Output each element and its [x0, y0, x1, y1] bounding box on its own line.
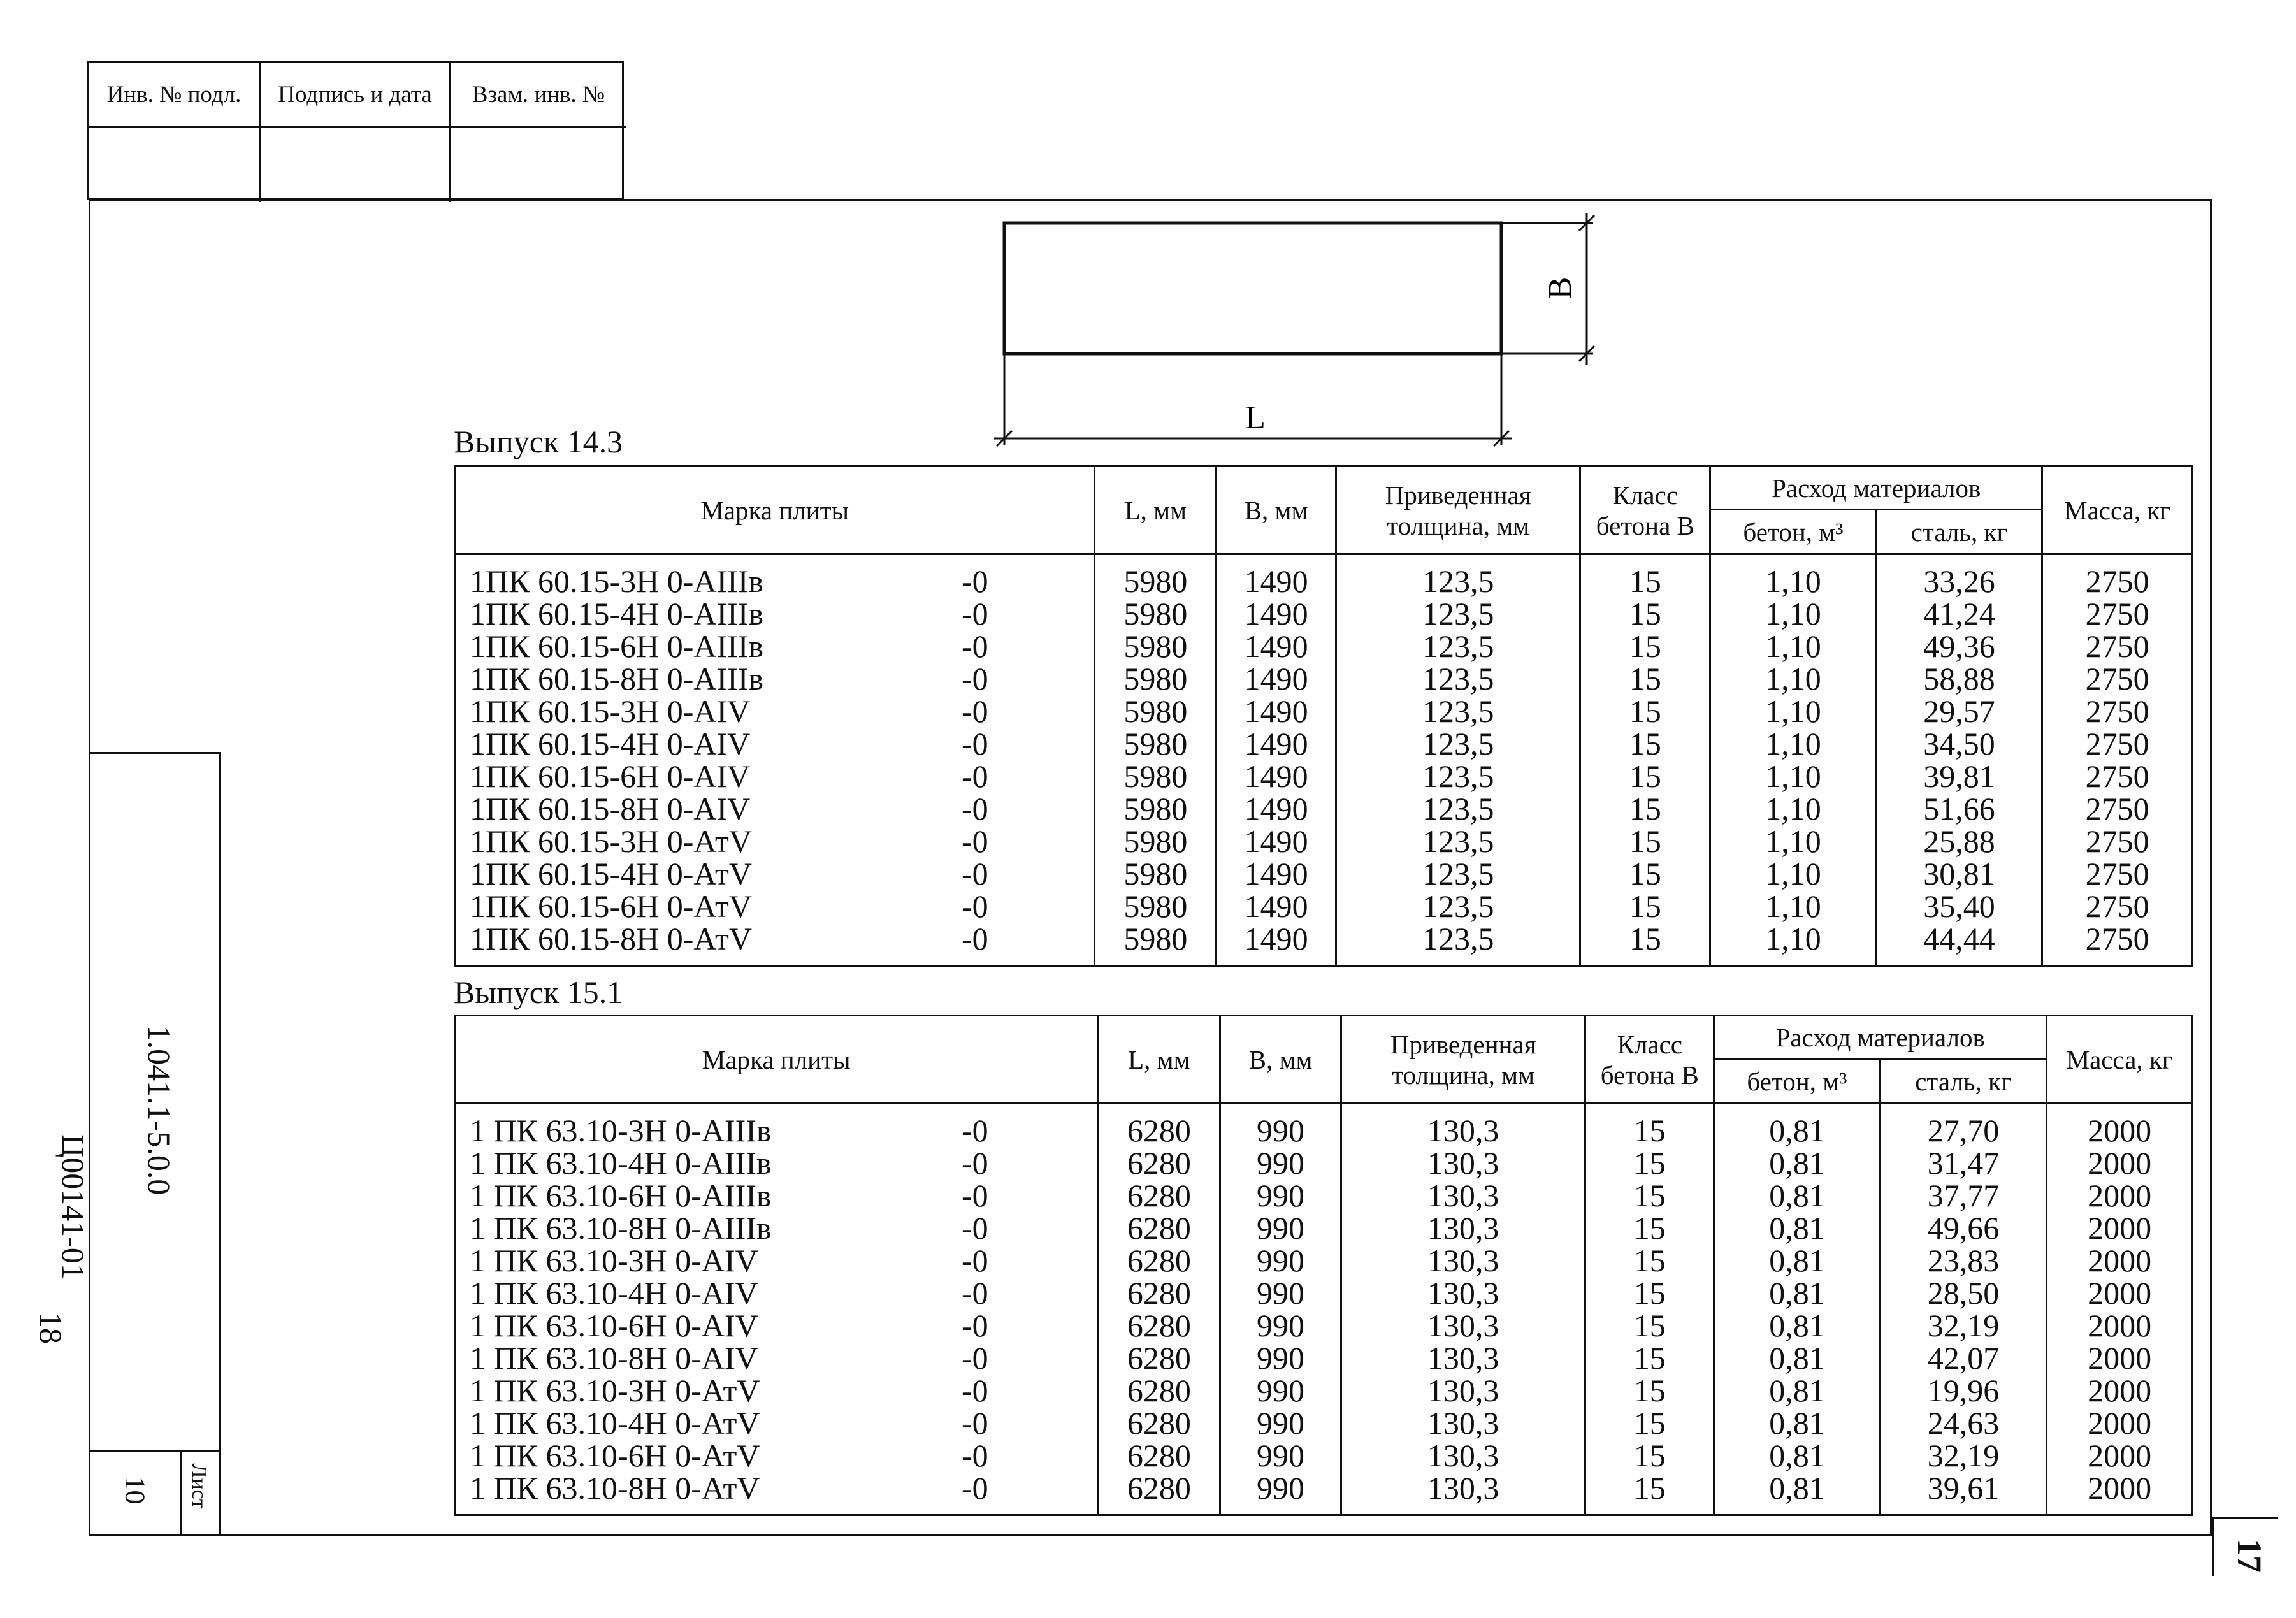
table-cell-mass: 2000 [2088, 1145, 2152, 1181]
table-row-mark [470, 1277, 1097, 1310]
table-cell-L: 6280 [1127, 1145, 1191, 1181]
slab-mark-suffix: -0 [962, 628, 988, 664]
slab-mark-suffix: -0 [962, 823, 988, 859]
table-cell-conc: 1,10 [1765, 628, 1821, 664]
slab-mark-suffix: -0 [962, 1308, 988, 1343]
doc-code: 1.041.1-5.0.0 [141, 1025, 177, 1195]
slab-mark: 1ПК 60.15-4Н 0-АIIIв [470, 596, 764, 632]
table-cell-mass: 2750 [2085, 693, 2149, 729]
table-cell-steel: 29,57 [1923, 693, 1995, 729]
table-cell-mass: 2000 [2088, 1438, 2152, 1473]
table-cell-mass: 2000 [2088, 1373, 2152, 1408]
stamp-cell-signature-date [261, 128, 451, 202]
table-cell-conc: 0,81 [1769, 1178, 1825, 1213]
table-cell-mass: 2750 [2085, 856, 2149, 892]
table-cell-mass: 2750 [2085, 661, 2149, 697]
table-cell-mass: 2750 [2085, 563, 2149, 599]
table-cell-t: 130,3 [1427, 1210, 1499, 1246]
table-cell-mass: 2750 [2085, 758, 2149, 794]
table-cell-mass: 2750 [2085, 888, 2149, 924]
slab-mark: 1 ПК 63.10-3Н 0-АIV [470, 1243, 758, 1278]
slab-mark-suffix: -0 [962, 1405, 988, 1441]
table-cell-cls: 15 [1633, 1145, 1666, 1181]
col-thickness-values [1341, 1104, 1585, 1515]
table-cell-steel: 39,61 [1927, 1470, 2000, 1506]
table-row-mark [470, 695, 1094, 728]
slab-mark-suffix: -0 [962, 1113, 988, 1148]
table-cell-cls: 15 [1629, 758, 1661, 794]
table-cell-conc: 0,81 [1769, 1145, 1825, 1181]
slab-mark-suffix: -0 [962, 693, 988, 729]
table-cell-conc: 1,10 [1765, 596, 1821, 632]
table-cell-t: 123,5 [1422, 563, 1494, 599]
table-cell-L: 6280 [1127, 1340, 1191, 1376]
page-number: 17 [2230, 1538, 2269, 1573]
approval-stamp [87, 61, 624, 200]
table-cell-B: 990 [1257, 1275, 1305, 1311]
table-cell-cls: 15 [1629, 791, 1661, 827]
slab-mark-suffix: -0 [962, 563, 988, 599]
table-cell-steel: 42,07 [1927, 1340, 2000, 1376]
table-cell-L: 6280 [1127, 1373, 1191, 1408]
col-width-values [1217, 554, 1336, 966]
table-row-mark [470, 1245, 1097, 1277]
spec-table-15-1 [454, 1015, 2193, 1516]
table-cell-t: 123,5 [1422, 596, 1494, 632]
table-cell-cls: 15 [1633, 1373, 1666, 1408]
table-cell-B: 1490 [1244, 856, 1308, 892]
sheet-label: Лист [187, 1463, 211, 1509]
table-cell-conc: 0,81 [1769, 1340, 1825, 1376]
stamp-header-inv-original: Инв. № подл. [89, 63, 261, 128]
table-cell-mass: 2750 [2085, 726, 2149, 762]
table-cell-mass: 2000 [2088, 1210, 2152, 1246]
slab-mark-suffix: -0 [962, 791, 988, 827]
table-cell-mass: 2750 [2085, 628, 2149, 664]
table-cell-conc: 0,81 [1769, 1438, 1825, 1473]
section-title-15-1: Выпуск 15.1 [454, 974, 623, 1010]
slab-mark: 1ПК 60.15-6Н 0-АIV [470, 758, 751, 794]
table-cell-cls: 15 [1629, 628, 1661, 664]
col-width-header: B, мм [1217, 466, 1336, 554]
table-row-mark [470, 1180, 1097, 1212]
col-concrete-header: бетон, м³ [1710, 510, 1877, 554]
table-cell-t: 123,5 [1422, 888, 1494, 924]
table-cell-cls: 15 [1633, 1438, 1666, 1473]
slab-mark: 1ПК 60.15-6Н 0-АIIIв [470, 628, 764, 664]
table-cell-L: 5980 [1123, 791, 1188, 827]
col-concrete-class-header: Класс бетона B [1585, 1016, 1714, 1104]
col-thickness-header: Приведенная толщина, мм [1336, 466, 1580, 554]
col-length-header: L, мм [1095, 466, 1217, 554]
col-concrete-class-header: Класс бетона B [1580, 466, 1710, 554]
table-cell-L: 6280 [1127, 1243, 1191, 1278]
table-row-mark [470, 825, 1094, 858]
table-cell-conc: 0,81 [1769, 1373, 1825, 1408]
section-title-14-3: Выпуск 14.3 [454, 424, 623, 459]
table-cell-B: 1490 [1244, 628, 1308, 664]
table-cell-steel: 49,36 [1923, 628, 1995, 664]
table-cell-t: 123,5 [1422, 856, 1494, 892]
slab-mark-suffix: -0 [962, 596, 988, 632]
slab-mark: 1 ПК 63.10-4Н 0-АIV [470, 1275, 758, 1311]
col-consumption-header: Расход материалов [1710, 466, 2042, 510]
col-length-values [1095, 554, 1217, 966]
side-title-block [89, 752, 221, 1536]
table-cell-B: 1490 [1244, 791, 1308, 827]
table-cell-B: 990 [1257, 1470, 1305, 1506]
col-steel-values [1876, 554, 2042, 966]
table-cell-conc: 1,10 [1765, 661, 1821, 697]
table-cell-t: 123,5 [1422, 661, 1494, 697]
table-cell-L: 5980 [1123, 758, 1188, 794]
col-mass-values [2042, 554, 2193, 966]
col-steel-values [1880, 1104, 2047, 1515]
table-cell-t: 130,3 [1427, 1145, 1499, 1181]
table-cell-conc: 0,81 [1769, 1113, 1825, 1148]
table-cell-conc: 1,10 [1765, 856, 1821, 892]
slab-mark: 1 ПК 63.10-6Н 0-АтV [470, 1438, 760, 1473]
table-cell-cls: 15 [1629, 563, 1661, 599]
table-cell-steel: 35,40 [1923, 888, 1995, 924]
table-cell-B: 1490 [1244, 596, 1308, 632]
table-cell-mass: 2000 [2088, 1470, 2152, 1506]
table-cell-steel: 58,88 [1923, 661, 1995, 697]
table-row-mark [470, 663, 1094, 695]
table-cell-cls: 15 [1629, 888, 1661, 924]
table-cell-t: 130,3 [1427, 1178, 1499, 1213]
stamp-header-replacement-inv: Взам. инв. № [451, 63, 626, 128]
table-cell-t: 130,3 [1427, 1470, 1499, 1506]
table-cell-steel: 31,47 [1927, 1145, 2000, 1181]
col-mark-values [455, 1104, 1098, 1515]
table-cell-t: 130,3 [1427, 1373, 1499, 1408]
slab-mark: 1ПК 60.15-3Н 0-АIV [470, 693, 751, 729]
col-concrete-header: бетон, м³ [1714, 1059, 1881, 1104]
table-cell-t: 130,3 [1427, 1340, 1499, 1376]
col-mass-header: Масса, кг [2047, 1016, 2193, 1104]
table-cell-L: 6280 [1127, 1308, 1191, 1343]
table-cell-cls: 15 [1629, 596, 1661, 632]
table-cell-L: 5980 [1123, 888, 1188, 924]
table-cell-L: 5980 [1123, 726, 1188, 762]
table-cell-mass: 2000 [2088, 1275, 2152, 1311]
table-row-mark [470, 1375, 1097, 1407]
spec-table-14-3 [454, 465, 2193, 967]
table-cell-B: 1490 [1244, 823, 1308, 859]
table-row-mark [470, 760, 1094, 793]
table-cell-B: 990 [1257, 1438, 1305, 1473]
table-cell-t: 130,3 [1427, 1243, 1499, 1278]
table-cell-steel: 27,70 [1927, 1113, 2000, 1148]
table-cell-t: 123,5 [1422, 823, 1494, 859]
table-cell-mass: 2000 [2088, 1243, 2152, 1278]
dim-l-label: L [1245, 400, 1266, 436]
archive-code: Ц00141-01 [55, 1134, 91, 1280]
table-row-mark [470, 858, 1094, 890]
slab-mark-suffix: -0 [962, 1210, 988, 1246]
slab-outline [1004, 223, 1501, 354]
table-row-mark [470, 1310, 1097, 1342]
table-cell-cls: 15 [1629, 726, 1661, 762]
table-cell-conc: 1,10 [1765, 563, 1821, 599]
table-cell-steel: 34,50 [1923, 726, 1995, 762]
table-cell-t: 123,5 [1422, 758, 1494, 794]
slab-mark-suffix: -0 [962, 1373, 988, 1408]
table-cell-cls: 15 [1633, 1308, 1666, 1343]
slab-mark: 1ПК 60.15-8Н 0-АIV [470, 791, 751, 827]
table-cell-cls: 15 [1633, 1243, 1666, 1278]
slab-mark: 1ПК 60.15-8Н 0-АтV [470, 921, 752, 957]
table-cell-steel: 30,81 [1923, 856, 1995, 892]
table-cell-conc: 1,10 [1765, 693, 1821, 729]
table-cell-mass: 2750 [2085, 823, 2149, 859]
col-consumption-header: Расход материалов [1714, 1016, 2047, 1059]
col-concrete-class-values [1580, 554, 1710, 966]
table-cell-cls: 15 [1629, 661, 1661, 697]
stamp-cell-replacement-inv [451, 128, 626, 202]
slab-mark: 1 ПК 63.10-6Н 0-АIV [470, 1308, 758, 1343]
table-cell-steel: 39,81 [1923, 758, 1995, 794]
table-cell-conc: 1,10 [1765, 726, 1821, 762]
slab-mark: 1ПК 60.15-3Н 0-АтV [470, 823, 752, 859]
slab-mark: 1 ПК 63.10-3Н 0-АIIIв [470, 1113, 772, 1148]
slab-mark-suffix: -0 [962, 758, 988, 794]
table-cell-t: 130,3 [1427, 1113, 1499, 1148]
table-cell-mass: 2750 [2085, 791, 2149, 827]
slab-mark-suffix: -0 [962, 1340, 988, 1376]
table-cell-cls: 15 [1633, 1113, 1666, 1148]
slab-mark-suffix: -0 [962, 1275, 988, 1311]
table-cell-mass: 2000 [2088, 1113, 2152, 1148]
slab-mark-suffix: -0 [962, 1178, 988, 1213]
dim-b-label: B [1542, 277, 1578, 300]
table-cell-steel: 28,50 [1927, 1275, 2000, 1311]
table-row-mark [470, 1212, 1097, 1245]
col-thickness-values [1336, 554, 1580, 966]
table-cell-mass: 2000 [2088, 1405, 2152, 1441]
table-cell-L: 6280 [1127, 1438, 1191, 1473]
table-cell-steel: 41,24 [1923, 596, 1995, 632]
table-cell-L: 5980 [1123, 596, 1188, 632]
table-row-mark [470, 565, 1094, 598]
table-cell-B: 990 [1257, 1145, 1305, 1181]
table-cell-cls: 15 [1633, 1470, 1666, 1506]
table-cell-B: 990 [1257, 1340, 1305, 1376]
table-cell-L: 5980 [1123, 921, 1188, 957]
table-cell-conc: 0,81 [1769, 1275, 1825, 1311]
table-cell-conc: 0,81 [1769, 1243, 1825, 1278]
table-cell-L: 5980 [1123, 661, 1188, 697]
table-cell-B: 1490 [1244, 758, 1308, 794]
slab-mark: 1 ПК 63.10-6Н 0-АIIIв [470, 1178, 772, 1213]
table-cell-B: 990 [1257, 1373, 1305, 1408]
table-cell-B: 990 [1257, 1405, 1305, 1441]
slab-mark: 1ПК 60.15-4Н 0-АIV [470, 726, 751, 762]
table-cell-t: 130,3 [1427, 1438, 1499, 1473]
table-cell-mass: 2000 [2088, 1308, 2152, 1343]
table-cell-t: 123,5 [1422, 628, 1494, 664]
slab-mark: 1 ПК 63.10-4Н 0-АтV [470, 1405, 760, 1441]
table-row-mark [470, 1342, 1097, 1375]
slab-mark-suffix: -0 [962, 856, 988, 892]
table-cell-mass: 2000 [2088, 1340, 2152, 1376]
table-cell-mass: 2750 [2085, 921, 2149, 957]
slab-mark-suffix: -0 [962, 661, 988, 697]
table-cell-L: 5980 [1123, 856, 1188, 892]
slab-mark: 1ПК 60.15-4Н 0-АтV [470, 856, 752, 892]
slab-mark-suffix: -0 [962, 1438, 988, 1473]
col-width-values [1220, 1104, 1341, 1515]
table-row-mark [470, 630, 1094, 663]
col-length-header: L, мм [1098, 1016, 1220, 1104]
slab-mark: 1 ПК 63.10-8Н 0-АIIIв [470, 1210, 772, 1246]
table-row-mark [470, 1472, 1097, 1505]
slab-mark: 1 ПК 63.10-4Н 0-АIIIв [470, 1145, 772, 1181]
table-row-mark [470, 890, 1094, 923]
table-cell-B: 990 [1257, 1308, 1305, 1343]
col-mass-header: Масса, кг [2042, 466, 2193, 554]
table-cell-steel: 32,19 [1927, 1308, 2000, 1343]
table-cell-cls: 15 [1629, 823, 1661, 859]
table-cell-t: 123,5 [1422, 726, 1494, 762]
slab-mark-suffix: -0 [962, 888, 988, 924]
table-cell-cls: 15 [1633, 1178, 1666, 1213]
table-cell-t: 123,5 [1422, 791, 1494, 827]
table-cell-conc: 1,10 [1765, 921, 1821, 957]
table-row-mark [470, 728, 1094, 760]
table-cell-t: 123,5 [1422, 921, 1494, 957]
table-cell-steel: 51,66 [1923, 791, 1995, 827]
table-cell-B: 990 [1257, 1210, 1305, 1246]
side-divider-vertical [180, 1450, 182, 1534]
slab-mark: 1ПК 60.15-6Н 0-АтV [470, 888, 752, 924]
col-concrete-values [1710, 554, 1877, 966]
slab-mark-suffix: -0 [962, 726, 988, 762]
table-cell-steel: 44,44 [1923, 921, 1995, 957]
table-cell-conc: 0,81 [1769, 1405, 1825, 1441]
col-concrete-values [1714, 1104, 1881, 1515]
sheet-number: 10 [119, 1476, 151, 1505]
stamp-cell-inv-original [89, 128, 261, 202]
stamp-header-signature-date: Подпись и дата [261, 63, 451, 128]
table-cell-conc: 0,81 [1769, 1210, 1825, 1246]
table-cell-cls: 15 [1629, 921, 1661, 957]
table-cell-L: 6280 [1127, 1405, 1191, 1441]
slab-mark: 1 ПК 63.10-8Н 0-АIV [470, 1340, 758, 1376]
archive-number: 18 [33, 1312, 69, 1344]
table-cell-steel: 25,88 [1923, 823, 1995, 859]
table-cell-B: 1490 [1244, 563, 1308, 599]
table-cell-cls: 15 [1629, 693, 1661, 729]
table-cell-B: 990 [1257, 1243, 1305, 1278]
slab-mark-suffix: -0 [962, 921, 988, 957]
table-cell-cls: 15 [1633, 1210, 1666, 1246]
col-mass-values [2047, 1104, 2193, 1515]
table-row-mark [470, 1440, 1097, 1472]
table-cell-steel: 37,77 [1927, 1178, 2000, 1213]
table-cell-t: 130,3 [1427, 1308, 1499, 1343]
table-cell-cls: 15 [1633, 1340, 1666, 1376]
col-width-header: B, мм [1220, 1016, 1341, 1104]
col-concrete-class-values [1585, 1104, 1714, 1515]
col-steel-header: сталь, кг [1876, 510, 2042, 554]
col-mark-values [455, 554, 1095, 966]
slab-mark: 1ПК 60.15-8Н 0-АIIIв [470, 661, 764, 697]
table-cell-conc: 1,10 [1765, 791, 1821, 827]
slab-mark: 1 ПК 63.10-3Н 0-АтV [470, 1373, 760, 1408]
table-cell-steel: 23,83 [1927, 1243, 2000, 1278]
slab-mark-suffix: -0 [962, 1470, 988, 1506]
table-cell-cls: 15 [1633, 1275, 1666, 1311]
table-cell-B: 1490 [1244, 888, 1308, 924]
table-cell-B: 990 [1257, 1113, 1305, 1148]
table-cell-B: 1490 [1244, 661, 1308, 697]
table-row-mark [470, 598, 1094, 630]
table-cell-cls: 15 [1633, 1405, 1666, 1441]
table-cell-L: 6280 [1127, 1275, 1191, 1311]
table-row-mark [470, 1407, 1097, 1440]
table-cell-steel: 49,66 [1927, 1210, 2000, 1246]
table-cell-steel: 24,63 [1927, 1405, 2000, 1441]
table-row-mark [470, 1115, 1097, 1147]
table-cell-steel: 32,19 [1927, 1438, 2000, 1473]
table-cell-t: 123,5 [1422, 693, 1494, 729]
table-cell-L: 5980 [1123, 563, 1188, 599]
table-cell-steel: 33,26 [1923, 563, 1995, 599]
col-mark-header: Марка плиты [455, 466, 1095, 554]
table-cell-B: 1490 [1244, 693, 1308, 729]
slab-sketch [981, 204, 1619, 459]
table-cell-t: 130,3 [1427, 1405, 1499, 1441]
slab-mark-suffix: -0 [962, 1145, 988, 1181]
col-steel-header: сталь, кг [1880, 1059, 2047, 1104]
col-thickness-header: Приведенная толщина, мм [1341, 1016, 1585, 1104]
col-length-values [1098, 1104, 1220, 1515]
table-cell-L: 5980 [1123, 628, 1188, 664]
table-cell-conc: 1,10 [1765, 888, 1821, 924]
table-cell-L: 6280 [1127, 1210, 1191, 1246]
side-divider [90, 1450, 219, 1452]
slab-mark-suffix: -0 [962, 1243, 988, 1278]
table-row-mark [470, 793, 1094, 825]
table-cell-L: 5980 [1123, 823, 1188, 859]
table-cell-conc: 1,10 [1765, 823, 1821, 859]
slab-mark: 1 ПК 63.10-8Н 0-АтV [470, 1470, 760, 1506]
table-cell-B: 990 [1257, 1178, 1305, 1213]
table-cell-steel: 19,96 [1927, 1373, 2000, 1408]
table-cell-L: 6280 [1127, 1113, 1191, 1148]
table-cell-L: 5980 [1123, 693, 1188, 729]
table-row-mark [470, 923, 1094, 955]
table-cell-cls: 15 [1629, 856, 1661, 892]
table-row-mark [470, 1147, 1097, 1180]
table-cell-t: 130,3 [1427, 1275, 1499, 1311]
table-cell-mass: 2750 [2085, 596, 2149, 632]
slab-mark: 1ПК 60.15-3Н 0-АIIIв [470, 563, 764, 599]
col-mark-header: Марка плиты [455, 1016, 1098, 1104]
table-cell-B: 1490 [1244, 726, 1308, 762]
table-cell-conc: 0,81 [1769, 1308, 1825, 1343]
table-cell-L: 6280 [1127, 1178, 1191, 1213]
table-cell-conc: 0,81 [1769, 1470, 1825, 1506]
table-cell-L: 6280 [1127, 1470, 1191, 1506]
table-cell-conc: 1,10 [1765, 758, 1821, 794]
table-cell-B: 1490 [1244, 921, 1308, 957]
table-cell-mass: 2000 [2088, 1178, 2152, 1213]
